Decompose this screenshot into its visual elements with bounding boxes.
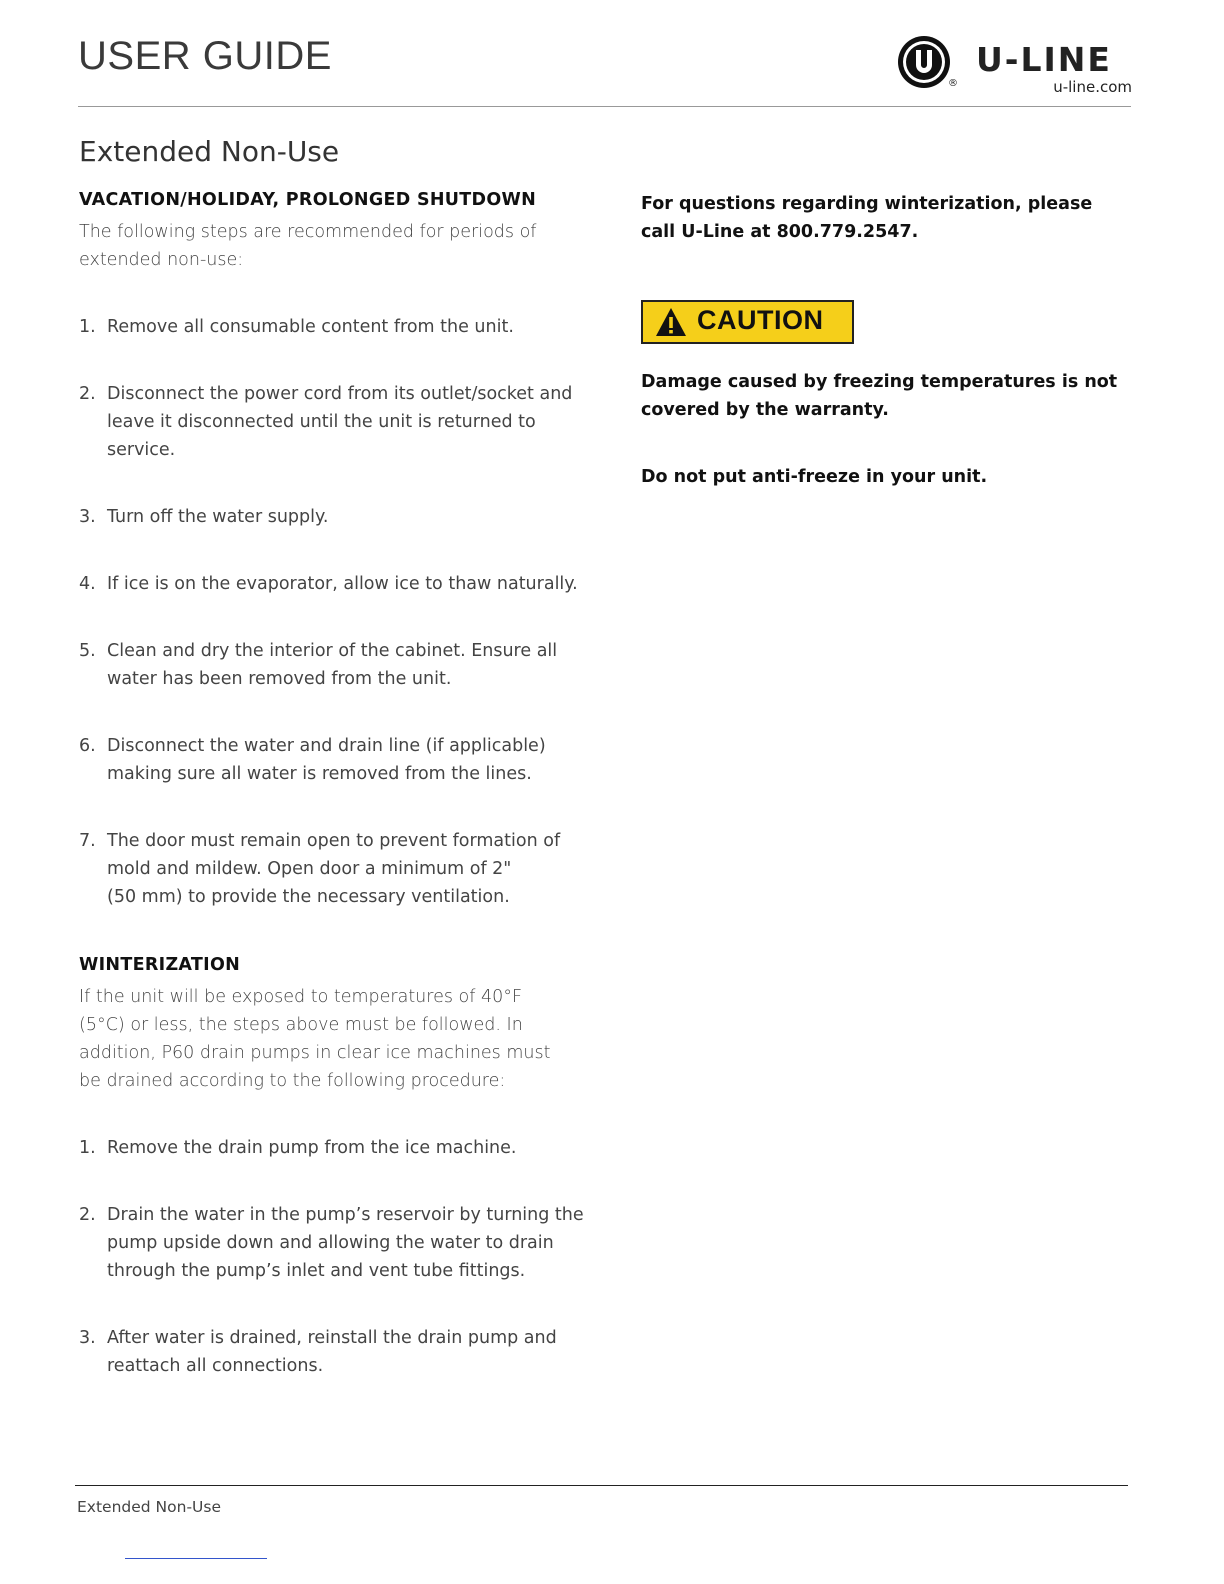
list-item: 2. Disconnect the power cord from its outlet/socket and leave it disconnected until the unit is returned to service. [79, 384, 573, 460]
list-item: 3. Turn off the water supply. [79, 507, 329, 527]
brand-logo[interactable] [896, 34, 1136, 98]
warranty-note: Damage caused by freezing temperatures is not covered by the warranty. [641, 372, 1118, 420]
vacation-heading: VACATION/HOLIDAY, PROLONGED SHUTDOWN [79, 190, 537, 210]
list-item: 7. The door must remain open to prevent formation of mold and mildew. Open door a minimum of 2" [79, 831, 561, 879]
website-link[interactable]: u-line.com [1053, 78, 1132, 96]
section-title: Extended Non-Use [79, 135, 340, 168]
vacation-intro: The following steps are recommended for periods of extended non-use: [79, 222, 537, 270]
list-item: 3. After water is drained, reinstall the drain pump and reattach all connections. [79, 1328, 557, 1376]
list-item: 1. Remove the drain pump from the ice machine. [79, 1138, 517, 1158]
list-item: 1. Remove all consumable content from the unit. [79, 317, 514, 337]
questions-note: For questions regarding winterization, please call U-Line at 800.779.2547. [641, 194, 1093, 242]
vacation-steps [79, 313, 579, 911]
winterization-heading: WINTERIZATION [79, 955, 241, 975]
caution-text: CAUTION [697, 305, 824, 335]
list-item: 4. If ice is on the evaporator, allow ice to thaw naturally. [79, 574, 578, 594]
registered-mark: ® [948, 78, 958, 89]
footer-divider [75, 1485, 1128, 1486]
list-item: 5. Clean and dry the interior of the cabinet. Ensure all water has been removed from the unit. [79, 641, 558, 689]
list-item: (50 mm) to provide the necessary ventilation. [107, 887, 510, 907]
u-line-logo-icon [896, 34, 952, 90]
header-divider [78, 106, 1131, 107]
warning-triangle-icon [655, 307, 687, 337]
winterization-steps [79, 1134, 584, 1380]
list-item: 2. Drain the water in the pump’s reservoir by turning the pump upside down and allowing the water to drain through the pump’s inlet and vent tube fittings. [79, 1205, 584, 1281]
winterization-intro: If the unit will be exposed to temperatures of 40°F (5°C) or less, the steps above must be followed. In addition, P60 drain pumps in clear ice machines must be drained according to the following procedure: [79, 987, 551, 1091]
page-header-title: USER GUIDE [78, 34, 332, 78]
list-item: 6. Disconnect the water and drain line (if applicable) making sure all water is removed from the lines. [79, 736, 546, 784]
footer-section-label: Extended Non-Use [77, 1498, 221, 1516]
footer-link-underline[interactable] [125, 1558, 267, 1559]
caution-label [641, 300, 854, 344]
logo-wordmark: U-LINE [976, 40, 1112, 79]
right-column [641, 190, 1141, 246]
left-column [79, 190, 584, 1380]
antifreeze-note: Do not put anti-freeze in your unit. [641, 467, 988, 487]
